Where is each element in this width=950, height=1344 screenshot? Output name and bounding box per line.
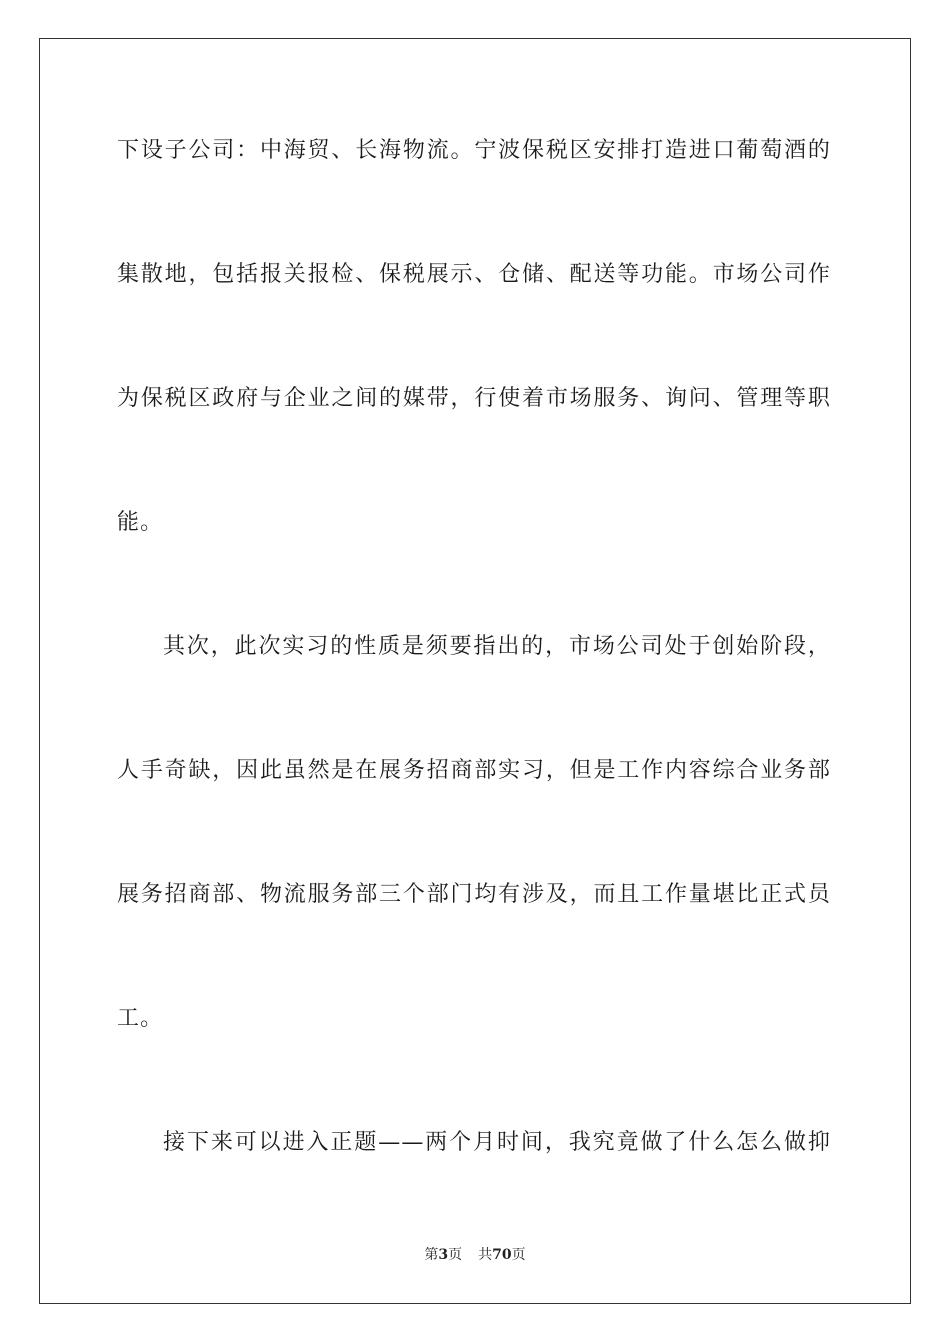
text-line: 集散地，包括报关报检、保税展示、仓储、配送等功能。市场公司作 bbox=[117, 262, 831, 287]
page-prefix: 第 bbox=[424, 1247, 439, 1263]
document-body bbox=[117, 124, 831, 1240]
page-footer bbox=[0, 1244, 950, 1264]
text-line: 能。 bbox=[117, 510, 164, 535]
text-line: 下设子公司：中海贸、长海物流。宁波保税区安排打造进口葡萄酒的 bbox=[117, 138, 831, 163]
total-prefix: 共 bbox=[478, 1247, 493, 1263]
text-line: 人手奇缺，因此虽然是在展务招商部实习，但是工作内容综合业务部 bbox=[117, 758, 831, 783]
text-line: 为保税区政府与企业之间的媒带，行使着市场服务、询问、管理等职 bbox=[117, 386, 831, 411]
text-line: 展务招商部、物流服务部三个部门均有涉及，而且工作量堪比正式员 bbox=[117, 882, 831, 907]
paragraph-start-line: 接下来可以进入正题——两个月时间，我究竟做了什么怎么做抑 bbox=[163, 1130, 831, 1155]
total-suffix: 页 bbox=[511, 1247, 526, 1263]
total-pages: 70 bbox=[492, 1247, 512, 1263]
page-number: 3 bbox=[438, 1247, 449, 1263]
text-line: 工。 bbox=[117, 1006, 164, 1031]
page-suffix: 页 bbox=[448, 1247, 463, 1263]
paragraph-start-line: 其次，此次实习的性质是须要指出的，市场公司处于创始阶段， bbox=[163, 634, 831, 659]
